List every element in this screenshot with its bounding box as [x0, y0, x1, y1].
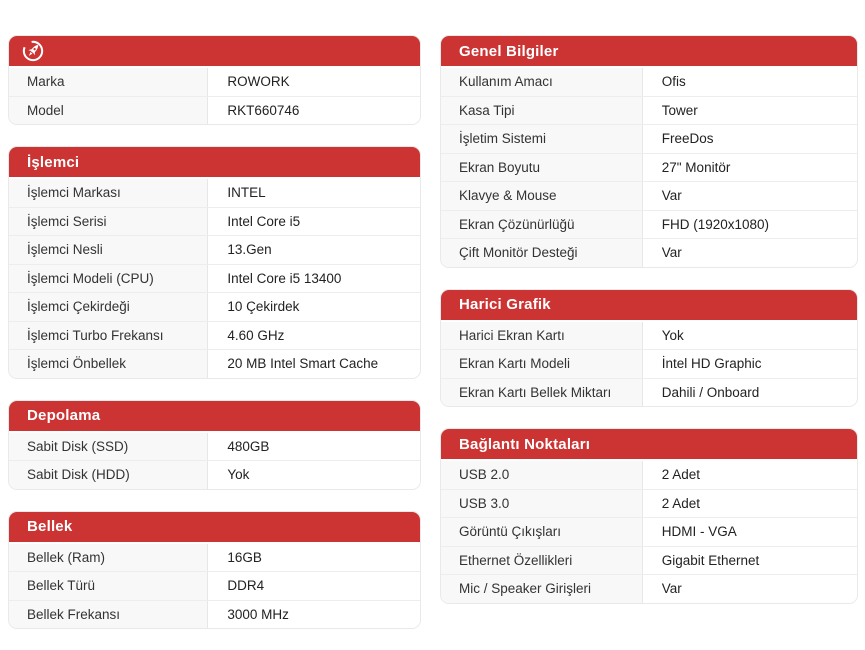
- table-row: [9, 544, 420, 572]
- spec-label: Sabit Disk (HDD): [9, 461, 208, 489]
- section-header: [441, 36, 857, 66]
- spec-value: 16GB: [227, 549, 262, 565]
- rocket-circle-icon: [22, 40, 44, 62]
- spec-value: Var: [661, 245, 682, 261]
- spec-label: Bellek Türü: [9, 572, 208, 600]
- spec-label: Marka: [9, 68, 208, 96]
- section-card-islemci: [8, 146, 421, 379]
- spec-label: Harici Ekran Kartı: [441, 322, 643, 350]
- spec-label: İşlemci Önbellek: [9, 350, 208, 378]
- spec-value: 2 Adet: [661, 495, 701, 511]
- table-row: [441, 574, 857, 603]
- section-header: [9, 401, 420, 431]
- section-body: [441, 320, 857, 407]
- spec-value: FHD (1920x1080): [661, 216, 770, 232]
- spec-value: Var: [661, 581, 682, 597]
- section-title: Bağlantı Noktaları: [459, 435, 591, 453]
- spec-left-column: [8, 35, 421, 650]
- spec-value: Ofis: [661, 74, 686, 90]
- spec-label: İşlemci Markası: [9, 179, 208, 207]
- section-title: İşlemci: [27, 153, 80, 171]
- section-body: [9, 177, 420, 378]
- spec-label: Bellek Frekansı: [9, 601, 208, 629]
- section-card-depolama: [8, 400, 421, 490]
- spec-value: 4.60 GHz: [227, 327, 285, 343]
- spec-value: Tower: [661, 102, 698, 118]
- spec-value: INTEL: [227, 185, 266, 201]
- spec-label: Kasa Tipi: [441, 97, 643, 125]
- table-row: [9, 207, 420, 236]
- table-row: [441, 322, 857, 350]
- table-row: [9, 349, 420, 378]
- table-row: [441, 461, 857, 489]
- spec-value: FreeDos: [661, 131, 714, 147]
- table-row: [441, 153, 857, 182]
- spec-value: 480GB: [227, 438, 270, 454]
- spec-label: Model: [9, 97, 208, 125]
- spec-value: 10 Çekirdek: [227, 299, 300, 315]
- spec-label: Kullanım Amacı: [441, 68, 643, 96]
- spec-label: İşlemci Serisi: [9, 208, 208, 236]
- spec-value: Yok: [661, 327, 684, 343]
- spec-value: RKT660746: [227, 102, 300, 118]
- spec-label: İşlemci Çekirdeği: [9, 293, 208, 321]
- spec-label: İşlemci Nesli: [9, 236, 208, 264]
- table-row: [9, 235, 420, 264]
- spec-label: Sabit Disk (SSD): [9, 433, 208, 461]
- spec-label: Ekran Boyutu: [441, 154, 643, 182]
- section-title: Harici Grafik: [459, 296, 551, 313]
- spec-value: 20 MB Intel Smart Cache: [227, 356, 379, 372]
- spec-label: Ethernet Özellikleri: [441, 547, 643, 575]
- spec-value: Intel Core i5 13400: [227, 270, 342, 286]
- table-row: [9, 433, 420, 461]
- spec-value: DDR4: [227, 578, 265, 594]
- spec-label: Mic / Speaker Girişleri: [441, 575, 643, 603]
- table-row: [441, 210, 857, 239]
- table-row: [441, 96, 857, 125]
- section-header: [9, 147, 420, 177]
- spec-label: Çift Monitör Desteği: [441, 239, 643, 267]
- section-header: [9, 512, 420, 542]
- table-row: [441, 517, 857, 546]
- section-card-bellek: [8, 511, 421, 630]
- section-header: [441, 290, 857, 320]
- table-row: [441, 181, 857, 210]
- spec-value: 13.Gen: [227, 242, 272, 258]
- spec-value: 2 Adet: [661, 467, 701, 483]
- spec-right-column: [440, 35, 858, 650]
- spec-label: Klavye & Mouse: [441, 182, 643, 210]
- spec-label: Ekran Çözünürlüğü: [441, 211, 643, 239]
- spec-value: Gigabit Ethernet: [661, 552, 760, 568]
- table-row: [9, 96, 420, 125]
- section-card-baglanti-noktalari: [440, 428, 858, 604]
- spec-value: İntel HD Graphic: [661, 356, 762, 372]
- table-row: [441, 349, 857, 378]
- table-row: [441, 68, 857, 96]
- section-body: [441, 66, 857, 267]
- brand-card-header: [9, 36, 420, 66]
- spec-value: ROWORK: [227, 74, 290, 90]
- spec-value: Dahili / Onboard: [661, 384, 760, 400]
- table-row: [9, 571, 420, 600]
- table-row: [9, 600, 420, 629]
- spec-label: USB 3.0: [441, 490, 643, 518]
- spec-value: HDMI - VGA: [661, 524, 737, 540]
- spec-label: Görüntü Çıkışları: [441, 518, 643, 546]
- spec-value: Yok: [227, 467, 250, 483]
- spec-value: 3000 MHz: [227, 606, 289, 622]
- section-body: [441, 459, 857, 603]
- section-title: Genel Bilgiler: [459, 42, 559, 60]
- table-row: [441, 546, 857, 575]
- table-row: [9, 264, 420, 293]
- spec-label: USB 2.0: [441, 461, 643, 489]
- table-row: [9, 460, 420, 489]
- spec-label: Ekran Kartı Bellek Miktarı: [441, 379, 643, 407]
- spec-value: Var: [661, 188, 682, 204]
- spec-label: İşlemci Turbo Frekansı: [9, 322, 208, 350]
- section-header: [441, 429, 857, 459]
- spec-label: Ekran Kartı Modeli: [441, 350, 643, 378]
- brand-card-body: [9, 66, 420, 124]
- spec-value: 27" Monitör: [661, 159, 731, 175]
- spec-label: İşlemci Modeli (CPU): [9, 265, 208, 293]
- table-row: [441, 238, 857, 267]
- spec-value: Intel Core i5: [227, 213, 301, 229]
- table-row: [441, 124, 857, 153]
- section-body: [9, 431, 420, 489]
- table-row: [9, 321, 420, 350]
- table-row: [441, 489, 857, 518]
- table-row: [9, 292, 420, 321]
- section-title: Bellek: [27, 518, 73, 535]
- section-body: [9, 542, 420, 629]
- table-row: [9, 68, 420, 96]
- table-row: [9, 179, 420, 207]
- spec-label: İşletim Sistemi: [441, 125, 643, 153]
- table-row: [441, 378, 857, 407]
- section-card-genel-bilgiler: [440, 35, 858, 268]
- spec-label: Bellek (Ram): [9, 544, 208, 572]
- section-card-harici-grafik: [440, 289, 858, 408]
- section-title: Depolama: [27, 407, 101, 424]
- brand-card: [8, 35, 421, 125]
